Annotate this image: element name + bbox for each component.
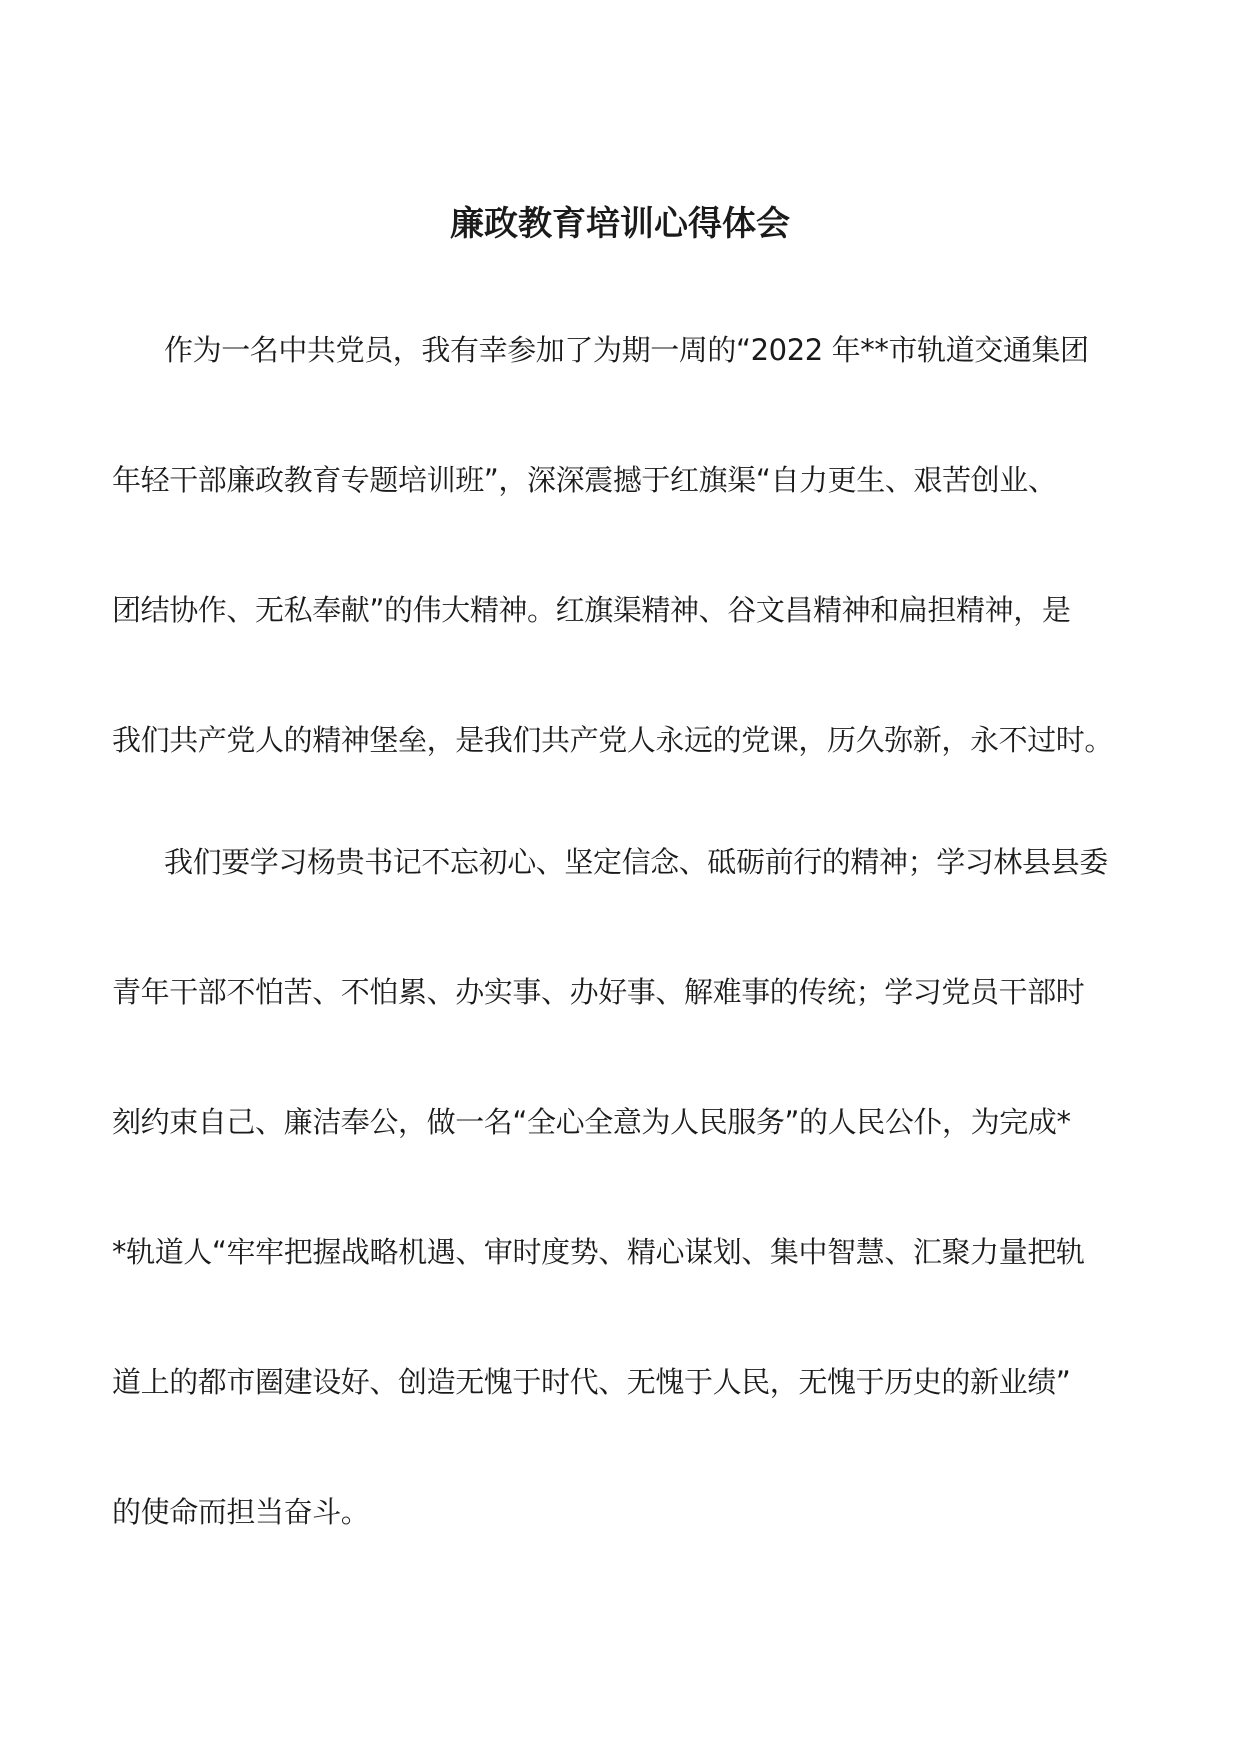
paragraph-1-line-1: 作为一名中共党员，我有幸参加了为期一周的“2022 年**市轨道交通集团 bbox=[164, 333, 1089, 367]
document-title: 廉政教育培训心得体会 bbox=[450, 204, 790, 244]
paragraph-2-line-1: 我们要学习杨贵书记不忘初心、坚定信念、砥砺前行的精神；学习林县县委 bbox=[164, 845, 1108, 879]
paragraph-1-line-4: 我们共产党人的精神堡垒，是我们共产党人永远的党课，历久弥新，永不过时。 bbox=[112, 723, 1114, 757]
paragraph-2-line-4: *轨道人“牢牢把握战略机遇、审时度势、精心谋划、集中智慧、汇聚力量把轨 bbox=[112, 1235, 1085, 1269]
paragraph-2-line-3: 刻约束自己、廉洁奉公，做一名“全心全意为人民服务”的人民公仆，为完成* bbox=[112, 1105, 1071, 1139]
paragraph-2-line-6: 的使命而担当奋斗。 bbox=[112, 1495, 370, 1529]
paragraph-2-line-2: 青年干部不怕苦、不怕累、办实事、办好事、解难事的传统；学习党员干部时 bbox=[112, 975, 1085, 1009]
paragraph-1-line-3: 团结协作、无私奉献”的伟大精神。红旗渠精神、谷文昌精神和扁担精神，是 bbox=[112, 593, 1071, 627]
paragraph-1-line-2: 年轻干部廉政教育专题培训班”，深深震撼于红旗渠“自力更生、艰苦创业、 bbox=[112, 463, 1057, 497]
paragraph-2-line-5: 道上的都市圈建设好、创造无愧于时代、无愧于人民，无愧于历史的新业绩” bbox=[112, 1365, 1071, 1399]
